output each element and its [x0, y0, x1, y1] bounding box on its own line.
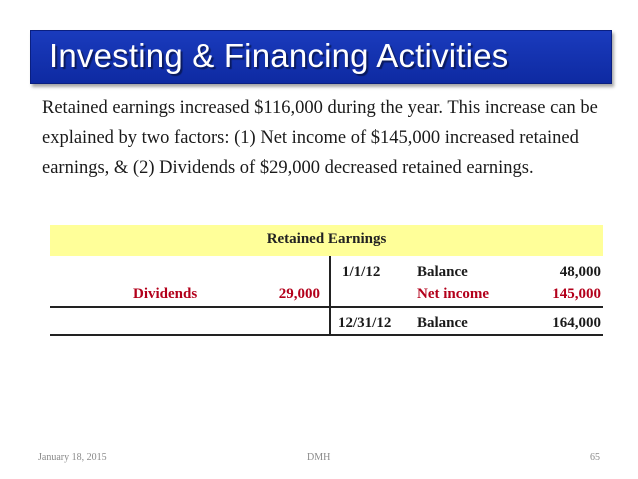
t-account-divider: [329, 256, 331, 336]
credit-amount: 48,000: [559, 264, 601, 280]
footer-author: DMH: [307, 452, 331, 463]
credit-label: Net income: [417, 286, 490, 302]
credit-date: 1/1/12: [342, 264, 381, 280]
slide-title-bar: [30, 30, 612, 84]
t-account-total-rule: [50, 306, 603, 308]
ending-amount: 164,000: [552, 315, 601, 331]
explanation-paragraph: Retained earnings increased $116,000 during the year. This increase can be explained by two factors: (1) Net income of $145,000 increased retained earnings, & (2) Dividends of $29,000 decreased retained earnings.: [42, 98, 598, 178]
debit-amount: 29,000: [278, 286, 320, 302]
footer-date: January 18, 2015: [38, 452, 107, 463]
t-account-header: [50, 225, 603, 256]
slide-title: Investing & Financing Activities: [49, 37, 509, 74]
ending-date: 12/31/12: [338, 315, 392, 331]
t-account-bottom-rule: [50, 334, 603, 336]
credit-amount: 145,000: [552, 286, 601, 302]
footer-page-number: 65: [590, 452, 600, 463]
credit-label: Balance: [417, 264, 468, 280]
ending-label: Balance: [417, 315, 468, 331]
t-account-title: Retained Earnings: [266, 231, 387, 247]
debit-label: Dividends: [133, 286, 198, 302]
